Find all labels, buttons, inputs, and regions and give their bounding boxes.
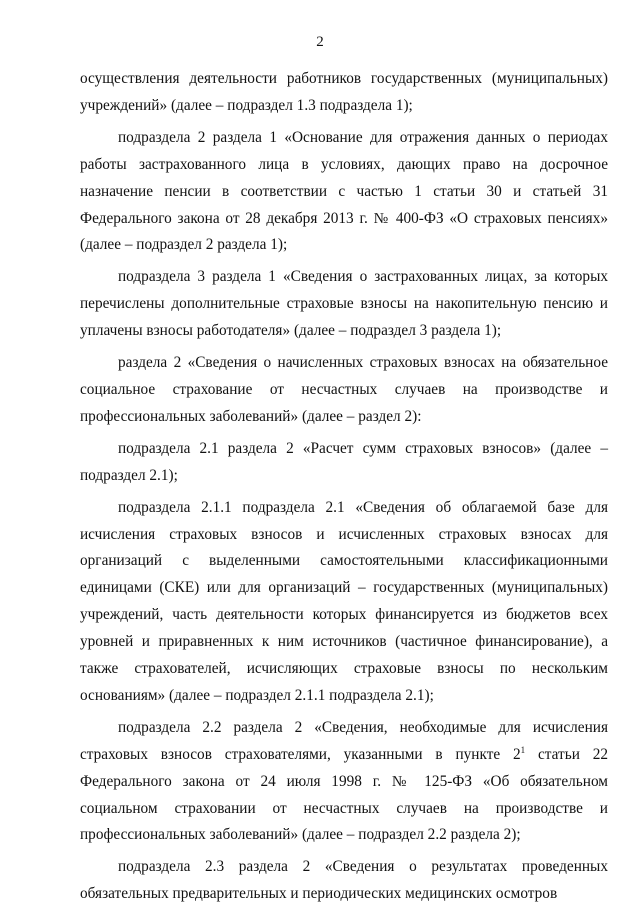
paragraph-7: [80, 715, 608, 850]
paragraph-8: подраздела 2.3 раздела 2 «Сведения о результатах проведенных обязательных предварительных и периодических медицинских осмотров: [80, 858, 608, 903]
paragraph-3: подраздела 3 раздела 1 «Сведения о застрахованных лицах, за которых перечислены дополнительные страховые взносы на накопительную пенсию и уплачены взносы работодателя» (далее – подраздел 3 раздела 1);: [80, 268, 608, 340]
paragraph-7-superscript: 1: [520, 744, 526, 755]
paragraph-6: подраздела 2.1.1 подраздела 2.1 «Сведения об облагаемой базе для исчисления страховых взносов и исчисленных страховых взносах для организаций с выделенными самостоятельными классификационными единицами (СКЕ) или для организаций – государственных (муниципальных) учреждений, часть деятельности которых финансируется из бюджетов всех уровней и приравненных к ним источников (частичное финансирование), а также страхователей, исчисляющих страховые взносы по нескольким основаниям» (далее – подраздел 2.1.1 подраздела 2.1);: [80, 498, 608, 704]
paragraph-7-before: подраздела 2.2 раздела 2 «Сведения, необходимые для исчисления страховых взносов страхователями, указанными в пункте 2: [80, 718, 608, 763]
page-number: 2: [316, 34, 324, 50]
paragraph-7-after: статьи 22 Федерального закона от 24 июля 1998 г. № 125-ФЗ «Об обязательном социальном страховании от несчастных случаев на производстве и профессиональных заболеваний» (далее – подраздел 2.2 раздела 2);: [80, 745, 608, 844]
paragraph-5: подраздела 2.1 раздела 2 «Расчет сумм страховых взносов» (далее – подраздел 2.1);: [80, 439, 608, 484]
paragraph-4: раздела 2 «Сведения о начисленных страховых взносах на обязательное социальное страхование от несчастных случаев на производстве и профессиональных заболеваний» (далее – раздел 2):: [80, 354, 608, 425]
paragraph-2: подраздела 2 раздела 1 «Основание для отражения данных о периодах работы застрахованного лица в условиях, дающих право на досрочное назначение пенсии в соответствии с частью 1 статьи 30 и статьей 31 Федерального закона от 28 декабря 2013 г. № 400-ФЗ «О страховых пенсиях» (далее – подраздел 2 раздела 1);: [80, 128, 608, 254]
paragraph-1: осуществления деятельности работников государственных (муниципальных) учреждений» (далее – подраздел 1.3 подраздела 1);: [80, 70, 608, 114]
document-body: [80, 66, 608, 913]
